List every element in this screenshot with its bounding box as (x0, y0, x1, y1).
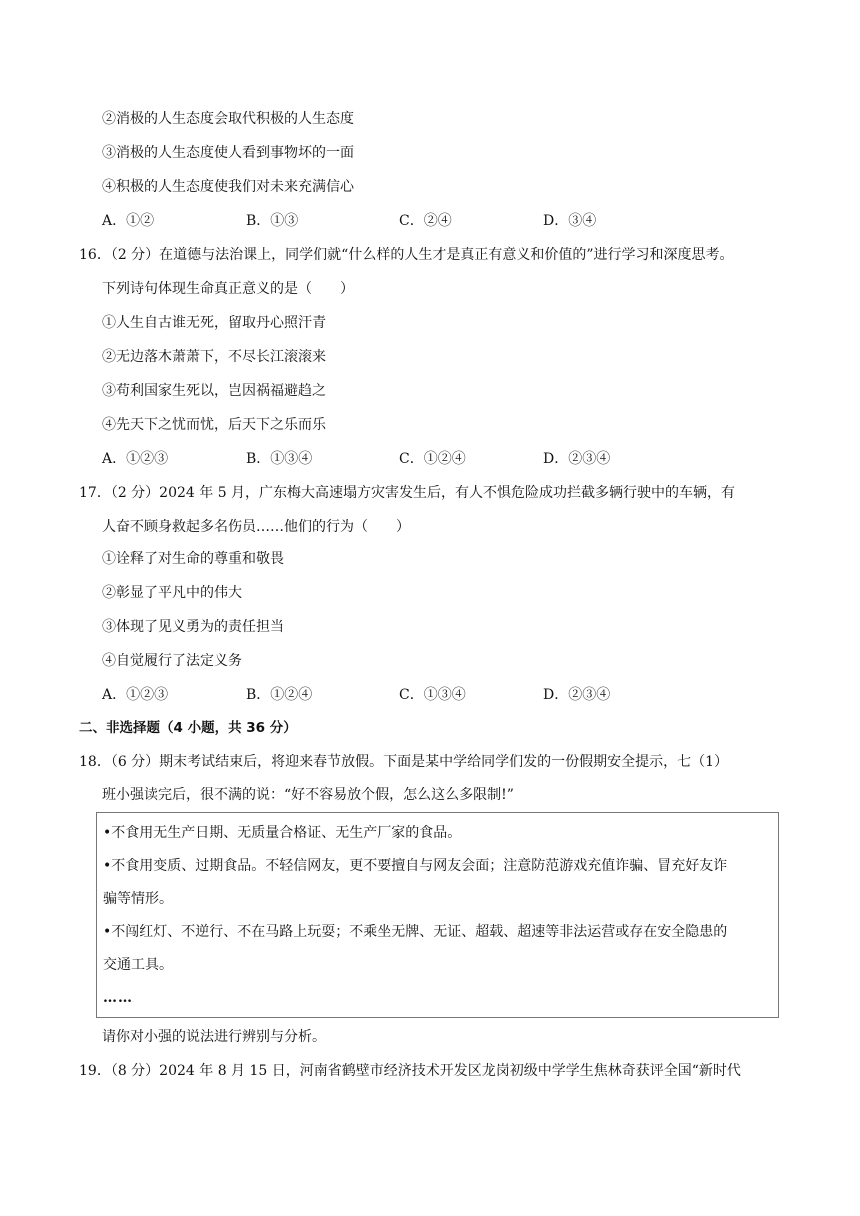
tip-line-4: •不闯红灯、不逆行、不在马路上玩耍；不乘坐无牌、无证、超载、超速等非法运营或存在安全隐患的 (103, 924, 728, 940)
q16-item-4: ④先天下之忧而忧，后天下之乐而乐 (102, 417, 326, 433)
q17-option-c: C．①③④ (399, 687, 466, 703)
q17-stem-line1: 17．（2 分）2024 年 5 月，广东梅大高速塌方灾害发生后，有人不惧危险成功拦截多辆行驶中的车辆，有 (79, 485, 736, 501)
q16-options (102, 449, 702, 469)
q16-option-a: A．①②③ (102, 451, 169, 467)
tip-line-5: 交通工具。 (103, 957, 173, 973)
safety-tips-box (96, 812, 779, 1018)
q15-option-c: C．②④ (399, 213, 452, 229)
q17-stem-line2: 人奋不顾身救起多名伤员……他们的行为（ ） (102, 519, 410, 535)
q16-item-3: ③苟利国家生死以，岂因祸福避趋之 (102, 383, 326, 399)
q18-stem-line1: 18．（6 分）期末考试结束后，将迎来春节放假。下面是某中学给同学们发的一份假期安全提示，七（1） (79, 754, 729, 770)
q15-option-d: D．③④ (543, 213, 597, 229)
section-heading: 二、非选择题（4 小题，共 36 分） (79, 720, 297, 736)
q17-item-1: ①诠释了对生命的尊重和敬畏 (102, 551, 284, 567)
q15-options (102, 211, 702, 231)
q17-item-4: ④自觉履行了法定义务 (102, 653, 242, 669)
q16-option-d: D．②③④ (543, 451, 611, 467)
q18-prompt: 请你对小强的说法进行辨别与分析。 (102, 1029, 326, 1045)
q17-option-d: D．②③④ (543, 687, 611, 703)
q16-option-c: C．①②④ (399, 451, 466, 467)
tip-line-3: 骗等情形。 (103, 891, 173, 907)
q15-item-2: ②消极的人生态度会取代积极的人生态度 (102, 111, 354, 127)
q16-option-b: B．①③④ (246, 451, 313, 467)
tip-ellipsis: …… (103, 990, 133, 1006)
q15-item-4: ④积极的人生态度使我们对未来充满信心 (102, 179, 354, 195)
q16-item-1: ①人生自古谁无死，留取丹心照汗青 (102, 315, 326, 331)
q16-stem-line2: 下列诗句体现生命真正意义的是（ ） (102, 281, 354, 297)
q15-item-3: ③消极的人生态度使人看到事物坏的一面 (102, 145, 354, 161)
q15-option-a: A．①② (102, 213, 155, 229)
q16-item-2: ②无边落木萧萧下，不尽长江滚滚来 (102, 349, 326, 365)
q17-item-3: ③体现了见义勇为的责任担当 (102, 619, 284, 635)
tip-line-2: •不食用变质、过期食品。不轻信网友，更不要擅自与网友会面；注意防范游戏充值诈骗、冒充好友诈 (103, 858, 728, 874)
q17-option-a: A．①②③ (102, 687, 169, 703)
tip-line-1: •不食用无生产日期、无质量合格证、无生产厂家的食品。 (103, 825, 462, 841)
q16-stem-line1: 16．（2 分）在道德与法治课上，同学们就“什么样的人生才是真正有意义和价值的”进行学习和深度思考。 (79, 247, 734, 263)
q19-stem-line1: 19．（8 分）2024 年 8 月 15 日，河南省鹤壁市经济技术开发区龙岗初级中学学生焦林奇获评全国“新时代 (79, 1063, 741, 1079)
q15-option-b: B．①③ (246, 213, 299, 229)
q17-item-2: ②彰显了平凡中的伟大 (102, 585, 242, 601)
q17-options (102, 685, 702, 705)
q17-option-b: B．①②④ (246, 687, 313, 703)
q18-stem-line2: 班小强读完后，很不满的说：“好不容易放个假，怎么这么多限制!” (102, 787, 514, 803)
